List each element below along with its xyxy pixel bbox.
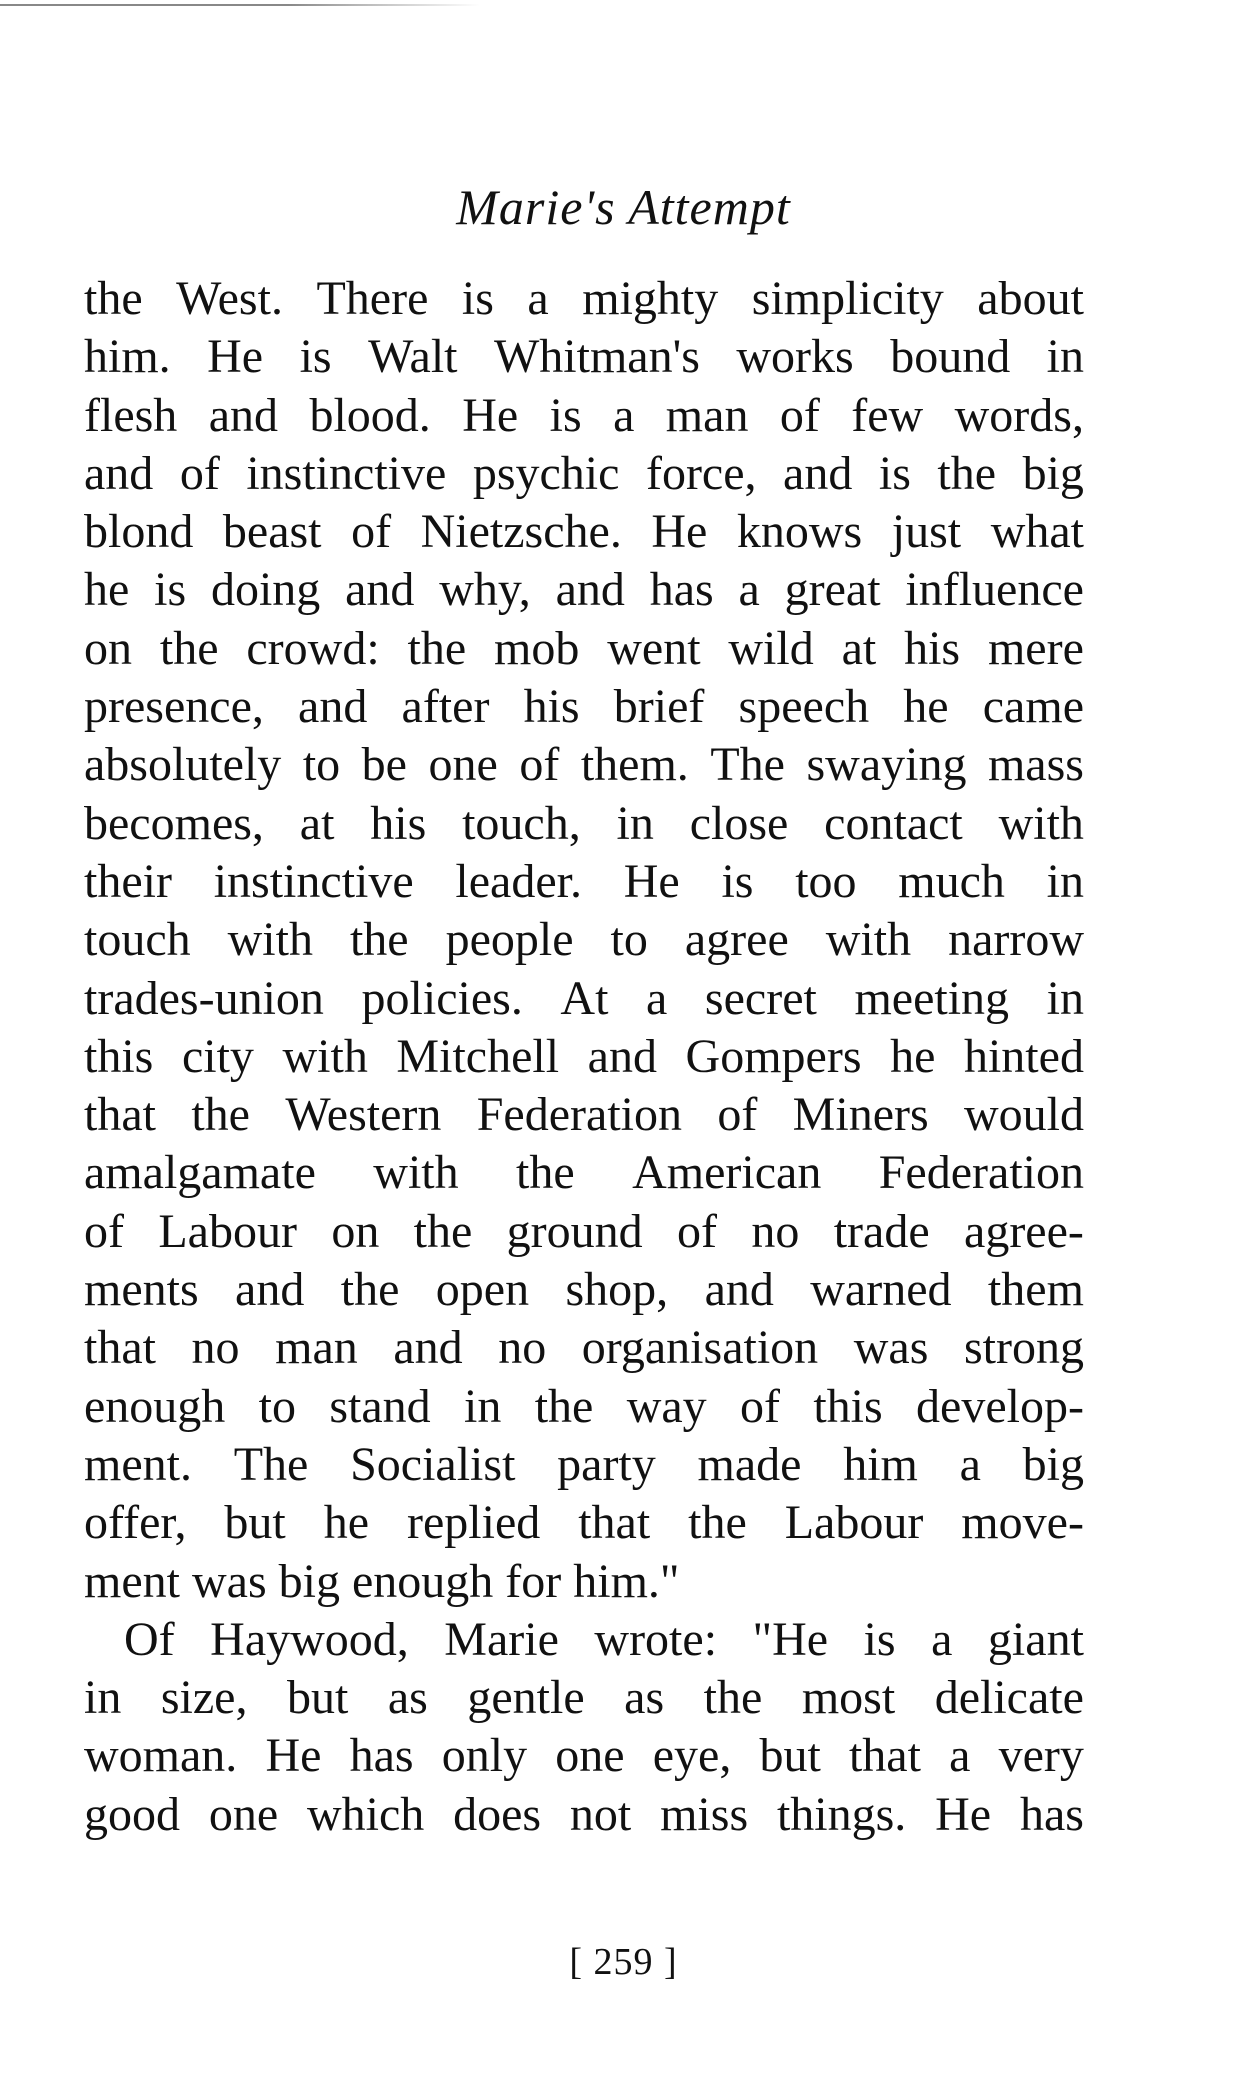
word: city (181, 1029, 254, 1083)
word: knows (736, 505, 863, 559)
scan-edge-line (0, 4, 480, 6)
word: one (428, 738, 498, 792)
word: that (84, 1321, 156, 1375)
text-line (84, 1436, 1084, 1494)
word: eye, (652, 1729, 732, 1783)
word: simplicity (751, 272, 944, 325)
text-line (84, 911, 1084, 969)
word: meeting (854, 971, 1010, 1025)
word: miss (660, 1787, 749, 1841)
word: too (795, 854, 857, 908)
word: one (208, 1787, 279, 1841)
word: which (306, 1787, 425, 1841)
word: There (316, 272, 429, 325)
word: replied (406, 1496, 541, 1550)
word: is (461, 272, 494, 325)
word: this (813, 1379, 883, 1433)
word: Labour (158, 1204, 297, 1258)
text-line (84, 795, 1084, 853)
word: Gompers (685, 1029, 862, 1083)
word: them. (580, 738, 689, 792)
word: of (84, 1204, 124, 1258)
word: hinted (963, 1029, 1084, 1083)
word: influence (905, 563, 1084, 617)
word: but (759, 1729, 821, 1783)
word: does (453, 1787, 542, 1841)
word: blood. (309, 388, 431, 442)
word: after (401, 680, 490, 734)
word: He (462, 388, 519, 442)
word: Walt (368, 330, 458, 384)
word: Labour (784, 1496, 924, 1550)
word: no (191, 1321, 240, 1375)
word: mere (987, 621, 1084, 675)
word: warned (810, 1263, 952, 1317)
word: that (84, 1088, 156, 1142)
word: He (265, 1729, 322, 1783)
word: this (84, 1029, 154, 1083)
word: great (784, 563, 881, 617)
word: Mitchell (396, 1029, 560, 1083)
text-line (84, 1669, 1084, 1727)
word: that (848, 1729, 921, 1783)
word: ment was big enough for him." (84, 1554, 680, 1608)
word: leader. (455, 854, 582, 908)
word: Nietzsche. (420, 505, 622, 559)
word: man (665, 388, 749, 442)
word: trade (833, 1204, 930, 1258)
word: few (851, 388, 924, 442)
word: only (441, 1729, 528, 1783)
word: a (931, 1612, 953, 1666)
word: not (569, 1787, 632, 1841)
word: and (704, 1263, 774, 1317)
word: amalgamate (84, 1146, 316, 1200)
word: the (413, 1204, 473, 1258)
text-line (84, 503, 1084, 561)
word: about (977, 272, 1084, 325)
word: to (302, 738, 341, 792)
word: At (560, 971, 609, 1025)
word: people (445, 913, 574, 967)
word: ment. (84, 1437, 192, 1491)
word: instinctive (213, 854, 414, 908)
word: him (843, 1437, 918, 1491)
word: in (1046, 854, 1084, 908)
word: a (959, 1437, 981, 1491)
word: a (646, 971, 668, 1025)
word: The (233, 1437, 309, 1491)
text-line (84, 970, 1084, 1028)
word: speech (738, 680, 870, 734)
word: presence, (84, 680, 264, 734)
word: giant (987, 1612, 1084, 1666)
word: to (610, 913, 648, 967)
word: the (516, 1146, 575, 1200)
word: the (703, 1671, 763, 1725)
word: the (191, 1088, 250, 1142)
word: words, (954, 388, 1084, 442)
word: and (235, 1263, 305, 1317)
word: with (282, 1029, 368, 1083)
word: just (891, 505, 962, 559)
word: stand (329, 1379, 431, 1433)
word: flesh (84, 388, 178, 442)
text-line (84, 1144, 1084, 1202)
word: contact (824, 796, 963, 850)
word: with (998, 796, 1084, 850)
word: wild (728, 621, 814, 675)
word: why, (439, 563, 531, 617)
word: blond (84, 505, 194, 559)
word: he (84, 563, 130, 617)
word: and (84, 446, 154, 500)
word: is (721, 854, 754, 908)
word: secret (704, 971, 817, 1025)
word: policies. (361, 971, 523, 1025)
word: Haywood, (210, 1612, 409, 1666)
word: wrote: (594, 1612, 718, 1666)
word: ments (84, 1263, 199, 1317)
word: has (1019, 1787, 1084, 1841)
word: beast (222, 505, 322, 559)
word: he (323, 1496, 370, 1550)
word: Whitman's (493, 330, 700, 384)
word: and (783, 446, 853, 500)
body-text (84, 270, 1084, 1844)
word: agree- (964, 1204, 1084, 1258)
text-line (84, 620, 1084, 678)
word: force, (645, 446, 757, 500)
word: big (1022, 446, 1084, 500)
word: is (549, 388, 582, 442)
word: doing (210, 563, 321, 617)
text-line (84, 1378, 1084, 1436)
word: Western (285, 1088, 442, 1142)
word: things. (776, 1787, 907, 1841)
word: He (935, 1787, 992, 1841)
word: of (519, 738, 560, 792)
word: the (159, 621, 219, 675)
word: of (677, 1204, 717, 1258)
word: open (435, 1263, 530, 1317)
text-line (84, 387, 1084, 445)
text-line (84, 1261, 1084, 1319)
word: is (863, 1612, 896, 1666)
word: size, (160, 1671, 248, 1725)
word: very (998, 1729, 1084, 1783)
word: of (179, 446, 220, 500)
word: the (534, 1379, 594, 1433)
word: crowd: (246, 621, 380, 675)
word: mighty (582, 272, 719, 325)
word: be (361, 738, 407, 792)
word: Federation (878, 1146, 1084, 1200)
word: went (607, 621, 701, 675)
text-line (84, 853, 1084, 911)
word: in (1046, 971, 1084, 1025)
word: and (345, 563, 415, 617)
word: The (710, 738, 785, 792)
word: the (688, 1496, 747, 1550)
word: organisation (581, 1321, 819, 1375)
text-line (84, 1553, 1084, 1611)
word: ground (506, 1204, 643, 1258)
word: is (878, 446, 911, 500)
word: the (340, 1263, 400, 1317)
word: a (613, 388, 635, 442)
word: as (624, 1671, 665, 1725)
word: party (557, 1437, 656, 1491)
word: no (751, 1204, 800, 1258)
word: on (84, 621, 132, 675)
text-line (84, 1611, 1084, 1669)
word: the (84, 272, 143, 325)
word: touch (84, 913, 191, 967)
word: most (801, 1671, 896, 1725)
text-line (84, 678, 1084, 736)
word: and (393, 1321, 463, 1375)
word: big (1022, 1437, 1084, 1491)
page-number: [ 259 ] (569, 1941, 678, 1983)
word: has (349, 1729, 414, 1783)
word: bound (890, 330, 1011, 384)
word: of (740, 1379, 780, 1433)
word: close (689, 796, 789, 850)
word: and (208, 388, 279, 442)
word: what (990, 505, 1084, 559)
word: but (224, 1496, 286, 1550)
word: shop, (565, 1263, 669, 1317)
text-line (84, 736, 1084, 794)
text-line (84, 1203, 1084, 1261)
word: the (407, 621, 467, 675)
word: mob (494, 621, 580, 675)
word: woman. (84, 1729, 238, 1783)
word: a (527, 272, 549, 325)
text-line (84, 1786, 1084, 1844)
word: delicate (934, 1671, 1084, 1725)
word: on (331, 1204, 380, 1258)
word: of (351, 505, 392, 559)
word: at (299, 796, 335, 850)
text-line (84, 1494, 1084, 1552)
word: enough (84, 1379, 226, 1433)
word: a (738, 563, 760, 617)
word: made (697, 1437, 802, 1491)
word: the (349, 913, 409, 967)
word: with (227, 913, 313, 967)
word: man (275, 1321, 358, 1375)
word: and (555, 563, 625, 617)
word: his (523, 680, 580, 734)
word: Of (124, 1612, 175, 1666)
text-line (84, 445, 1084, 503)
word: came (982, 680, 1084, 734)
text-line (84, 1727, 1084, 1785)
word: is (154, 563, 187, 617)
word: his (904, 621, 961, 675)
word: swaying (806, 738, 967, 792)
word: brief (613, 680, 705, 734)
word: mass (987, 738, 1084, 792)
word: with (825, 913, 912, 967)
word: his (370, 796, 427, 850)
running-head: Marie's Attempt (456, 179, 791, 235)
word: Federation (476, 1088, 682, 1142)
word: has (649, 563, 714, 617)
word: way (626, 1379, 707, 1433)
word: in (84, 1671, 122, 1725)
word: no (498, 1321, 547, 1375)
word: gentle (467, 1671, 585, 1725)
word: strong (963, 1321, 1084, 1375)
word: but (287, 1671, 349, 1725)
text-line (84, 1028, 1084, 1086)
word: the (937, 446, 997, 500)
text-line (84, 328, 1084, 386)
word: he (903, 680, 949, 734)
word: Marie (444, 1612, 559, 1666)
word: to (258, 1379, 296, 1433)
word: He (207, 330, 264, 384)
word: them (987, 1263, 1084, 1317)
word: was (853, 1321, 929, 1375)
word: develop- (916, 1379, 1084, 1433)
word: instinctive (246, 446, 447, 500)
word: he (890, 1029, 936, 1083)
word: touch, (462, 796, 581, 850)
word: as (387, 1671, 428, 1725)
word: becomes, (84, 796, 264, 850)
word: in (1046, 330, 1084, 384)
word: would (964, 1088, 1084, 1142)
word: psychic (472, 446, 620, 500)
word: of (717, 1088, 758, 1142)
word: offer, (84, 1496, 187, 1550)
word: their (84, 854, 172, 908)
word: narrow (948, 913, 1084, 967)
word: a (949, 1729, 971, 1783)
word: He (623, 854, 680, 908)
word: He (651, 505, 708, 559)
word: good (84, 1787, 180, 1841)
word: Miners (792, 1088, 929, 1142)
word: of (779, 388, 820, 442)
word: with (373, 1146, 459, 1200)
word: American (632, 1146, 822, 1200)
word: works (736, 330, 854, 384)
text-line (84, 561, 1084, 619)
word: West. (176, 272, 283, 325)
word: in (616, 796, 654, 850)
word: is (299, 330, 332, 384)
word: move- (961, 1496, 1084, 1550)
text-line (84, 1086, 1084, 1144)
text-line (84, 1319, 1084, 1377)
word: and (587, 1029, 657, 1083)
word: him. (84, 330, 171, 384)
word: at (841, 621, 877, 675)
word: Socialist (350, 1437, 516, 1491)
word: one (555, 1729, 625, 1783)
word: much (898, 854, 1005, 908)
word: "He (752, 1612, 829, 1666)
word: and (298, 680, 368, 734)
word: that (578, 1496, 651, 1550)
word: in (464, 1379, 502, 1433)
text-line (84, 270, 1084, 328)
word: agree (684, 913, 789, 967)
word: absolutely (84, 738, 282, 792)
word: trades-union (84, 971, 324, 1025)
